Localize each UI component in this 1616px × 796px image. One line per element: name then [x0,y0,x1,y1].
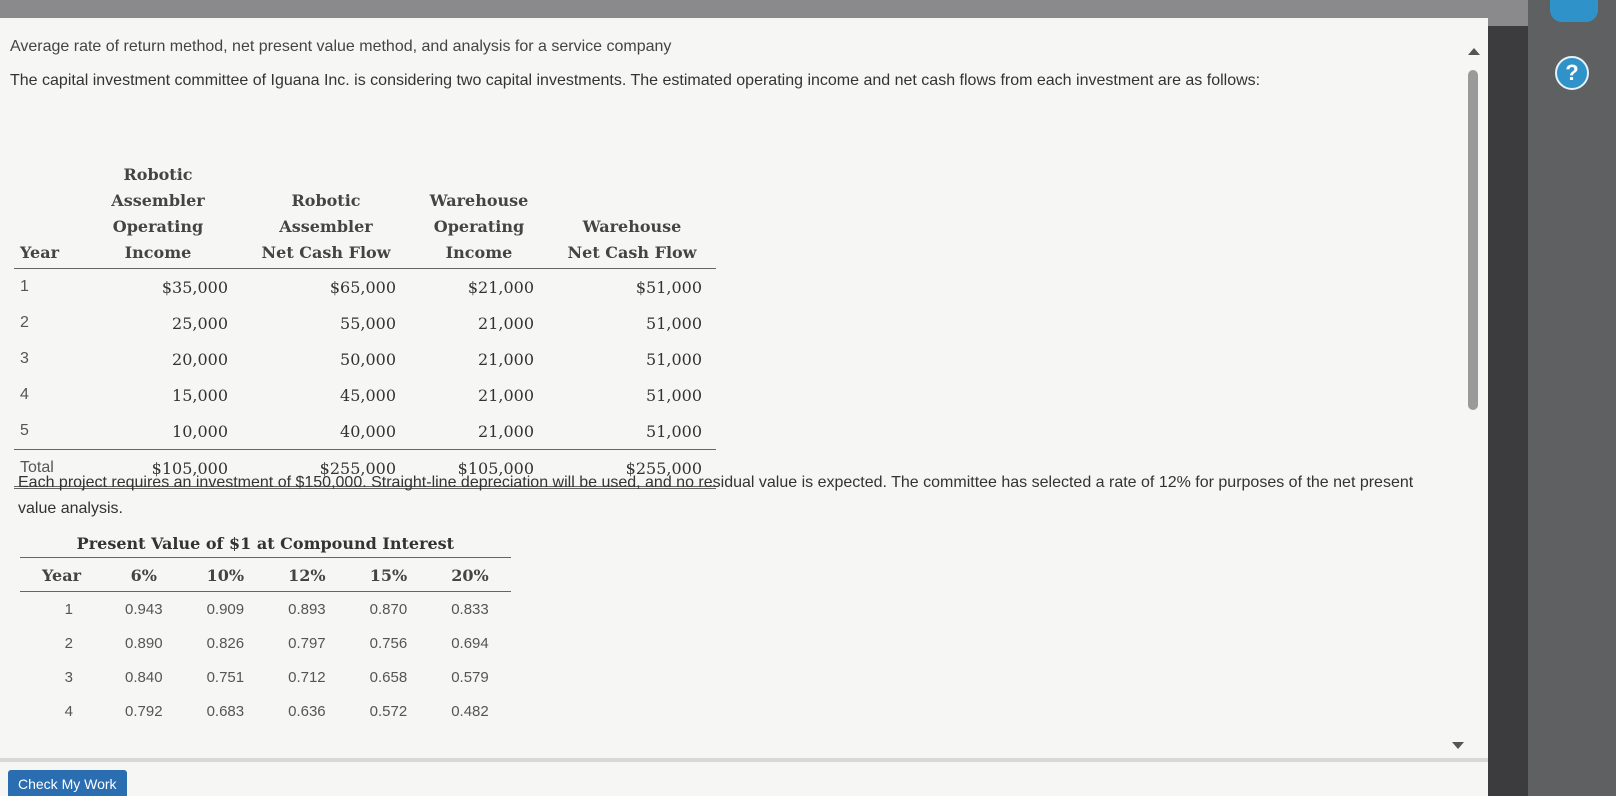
col-ra-cash-line2: Net Cash Flow [261,243,391,262]
pv-cell: 0.572 [369,702,408,720]
col-wh-income-line2: Operating [433,217,525,236]
cell-total-wh-cash: $255,000 [548,450,716,488]
col-year: Year [14,160,74,269]
pv-col-10: 10% [185,558,267,592]
pv-cell: 0.756 [369,634,408,652]
cell-wh-income: 21,000 [478,313,534,333]
pv-cell: 0.943 [125,600,163,618]
present-value-table [20,534,511,728]
table-row [14,305,716,341]
scroll-up-arrow-icon[interactable] [1468,48,1480,55]
cell-ra-cash: 50,000 [340,349,396,369]
right-divider-strip [1488,26,1528,796]
present-value-header [20,558,511,592]
col-wh-cash [548,160,716,269]
cell-wh-cash: 51,000 [646,421,702,441]
col-wh-income [410,160,548,269]
cell-wh-income: $21,000 [467,277,534,297]
pv-cell: 0.712 [288,668,326,686]
table-row [20,592,511,627]
pv-cell: 0.890 [125,634,163,652]
cell-wh-income: 21,000 [478,349,534,369]
scroll-down-arrow-icon[interactable] [1452,742,1464,749]
col-ra-income-line1: Robotic Assembler [111,165,205,210]
table-row [14,341,716,377]
bottom-divider [0,758,1488,762]
cell-year: 1 [20,278,29,295]
col-ra-cash [242,160,410,269]
col-wh-cash-line1: Warehouse [582,217,682,236]
cell-wh-cash: 51,000 [646,313,702,333]
cell-ra-cash: 55,000 [340,313,396,333]
pv-cell: 0.658 [369,668,408,686]
col-ra-income [74,160,242,269]
cell-ra-income: 15,000 [172,385,228,405]
cell-total-ra-cash: $255,000 [242,450,410,488]
cell-wh-cash: 51,000 [646,349,702,369]
pv-cell: 0.683 [206,702,245,720]
table-row [20,694,511,728]
investment-table [14,160,716,489]
cell-wh-income: 21,000 [478,385,534,405]
pv-cell: 0.694 [451,634,489,652]
pv-cell: 2 [64,634,74,652]
cell-wh-cash: $51,000 [635,277,702,297]
col-ra-income-line2: Operating Income [112,217,204,262]
problem-title: Average rate of return method, net present value method, and analysis for a service company [10,38,672,55]
corner-menu-button[interactable] [1550,0,1598,22]
pv-cell: 0.826 [206,634,245,652]
table-row [14,413,716,450]
cell-total-wh-income: $105,000 [410,450,548,488]
cell-ra-income: 20,000 [172,349,228,369]
pv-cell: 3 [64,668,74,686]
table-row [14,269,716,306]
pv-col-year: Year [20,558,103,592]
pv-cell: 0.893 [288,600,326,618]
pv-col-6: 6% [103,558,185,592]
pv-cell: 0.833 [451,600,489,618]
col-wh-cash-line2: Net Cash Flow [567,243,697,262]
pv-cell: 1 [64,600,74,618]
pv-cell: 0.792 [125,702,163,720]
problem-content-panel [0,18,1488,796]
cell-year: 4 [20,386,29,403]
cell-total-label: Total [14,450,74,488]
pv-cell: 0.797 [288,634,326,652]
table-row [20,626,511,660]
investment-details: Each project requires an investment of $150,000. Straight-line depreciation will be used, and no residual value is expected. The committee has selected a rate of 12% for purposes of the net present value analysis. [18,474,1414,517]
pv-cell: 0.840 [125,668,163,686]
pv-cell: 0.636 [288,702,326,720]
pv-cell: 0.909 [206,600,245,618]
investment-table-header [14,160,716,269]
scrollbar-thumb[interactable] [1468,70,1478,410]
check-my-work-button[interactable]: Check My Work [8,770,127,796]
pv-col-15: 15% [348,558,430,592]
cell-year: 3 [20,350,29,367]
pv-cell: 4 [64,702,74,720]
pv-cell: 0.870 [369,600,408,618]
pv-col-12: 12% [266,558,348,592]
pv-cell: 0.482 [451,702,489,720]
col-wh-income-line3: Income [445,243,513,262]
cell-year: 2 [20,314,29,331]
cell-ra-cash: 40,000 [340,421,396,441]
right-side-panel [1528,0,1616,796]
pv-cell: 0.579 [451,668,489,686]
help-icon[interactable]: ? [1555,56,1589,90]
cell-ra-income: 25,000 [172,313,228,333]
col-ra-cash-line1: Robotic Assembler [279,191,373,236]
table-row [14,377,716,413]
pv-col-20: 20% [429,558,511,592]
present-value-caption: Present Value of $1 at Compound Interest [20,534,511,558]
cell-ra-income: $35,000 [161,277,228,297]
cell-ra-income: 10,000 [172,421,228,441]
cell-total-ra-income: $105,000 [74,450,242,488]
cell-ra-cash: 45,000 [340,385,396,405]
problem-intro: The capital investment committee of Iguana Inc. is considering two capital investments. The estimated operating income and net cash flows from each investment are as follows: [10,72,1261,89]
cell-wh-cash: 51,000 [646,385,702,405]
col-wh-income-line1: Warehouse [429,191,529,210]
table-row [20,660,511,694]
cell-wh-income: 21,000 [478,421,534,441]
scrollbar[interactable] [1466,48,1482,748]
cell-ra-cash: $65,000 [329,277,396,297]
pv-cell: 0.751 [206,668,245,686]
cell-year: 5 [20,422,29,439]
